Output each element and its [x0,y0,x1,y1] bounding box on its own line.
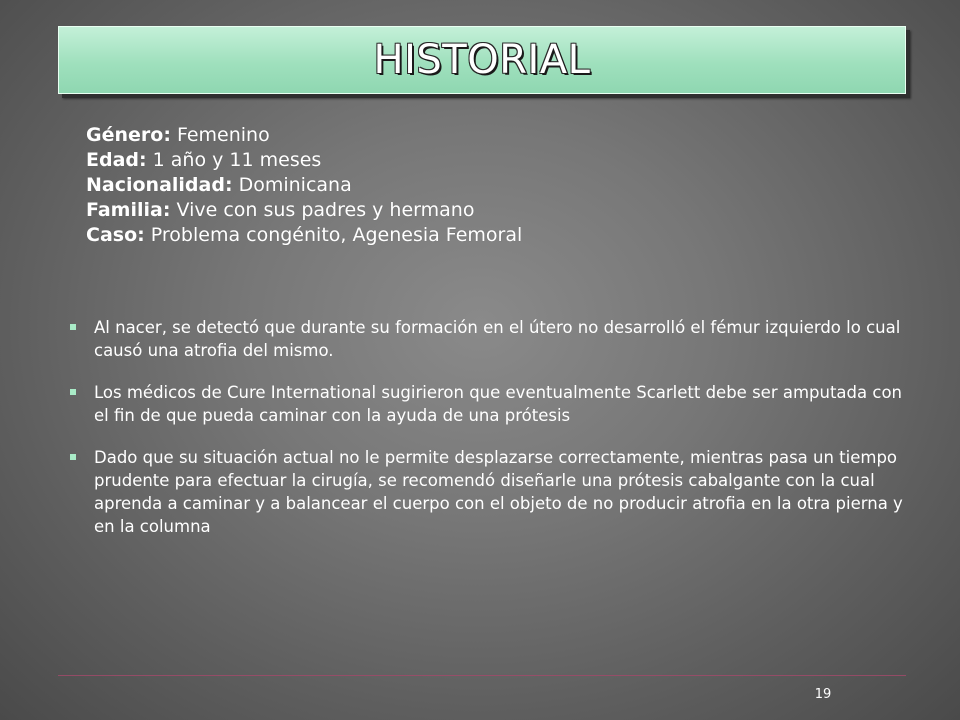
bullet-item [68,316,908,362]
square-bullet-icon [70,454,76,460]
profile-label: Nacionalidad: [86,174,233,196]
bullet-item [68,446,908,538]
bullet-item [68,381,908,427]
bullet-text: Los médicos de Cure International sugirieron que eventualmente Scarlett debe ser amputada con el fin de que pueda caminar con la ayuda de una prótesis [94,383,903,425]
profile-label: Caso: [86,224,145,246]
profile-label: Edad: [86,149,147,171]
title-banner [58,26,906,94]
page-number: 19 [814,687,832,702]
profile-value: Femenino [170,124,270,146]
bullet-list [68,316,908,557]
profile-row-family [86,198,522,223]
profile-label: Familia: [86,199,171,221]
profile-value: Problema congénito, Agenesia Femoral [144,224,523,246]
profile-value: Vive con sus padres y hermano [170,199,475,221]
profile-row-case [86,223,522,248]
profile-value: Dominicana [232,174,352,196]
footer-divider [58,675,906,676]
bullet-text: Al nacer, se detectó que durante su formación en el útero no desarrolló el fémur izquierdo lo cual causó una atrofia del mismo. [94,318,901,360]
profile-row-age [86,148,522,173]
profile-row-gender [86,123,522,148]
square-bullet-icon [70,389,76,395]
square-bullet-icon [70,324,76,330]
bullet-text: Dado que su situación actual no le permite desplazarse correctamente, mientras pasa un tiempo prudente para efectuar la cirugía, se recomendó diseñarle una prótesis cabalgante con la cual aprenda a caminar y a balancear el cuerpo con el objeto de no producir atrofia en la otra pierna y en la columna [94,448,903,536]
patient-profile [86,123,522,248]
slide-title: HISTORIAL [373,37,591,83]
profile-row-nationality [86,173,522,198]
profile-label: Género: [86,124,171,146]
profile-value: 1 año y 11 meses [146,149,322,171]
